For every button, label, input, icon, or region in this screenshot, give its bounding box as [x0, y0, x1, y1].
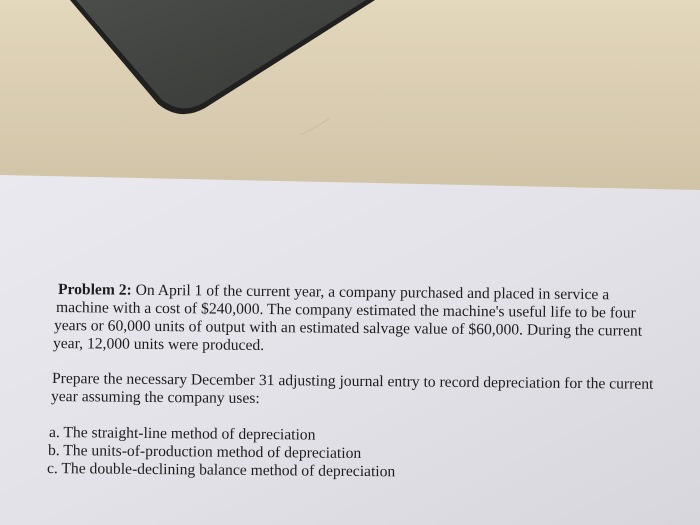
problem-text-line-1: On April 1 of the current year, a company purchased and placed in service a: [135, 281, 610, 304]
problem-label: Problem 2:: [57, 281, 132, 299]
problem-line-3: years or 60,000 units of output with an estimated salvage value of $60,000. During the current: [53, 317, 643, 340]
instruction-line-2: year assuming the company uses:: [50, 388, 260, 408]
option-a: a. The straight-line method of depreciation: [48, 424, 316, 444]
option-c: c. The double-declining balance method of depreciation: [46, 460, 396, 481]
instruction-line-1: Prepare the necessary December 31 adjusting journal entry to record depreciation for the current: [51, 370, 654, 393]
option-b: b. The units-of-production method of depreciation: [47, 442, 362, 463]
problem-line-4: year, 12,000 units were produced.: [52, 335, 265, 355]
problem-line-2: machine with a cost of $240,000. The company estimated the machine's useful life to be four: [55, 299, 636, 322]
